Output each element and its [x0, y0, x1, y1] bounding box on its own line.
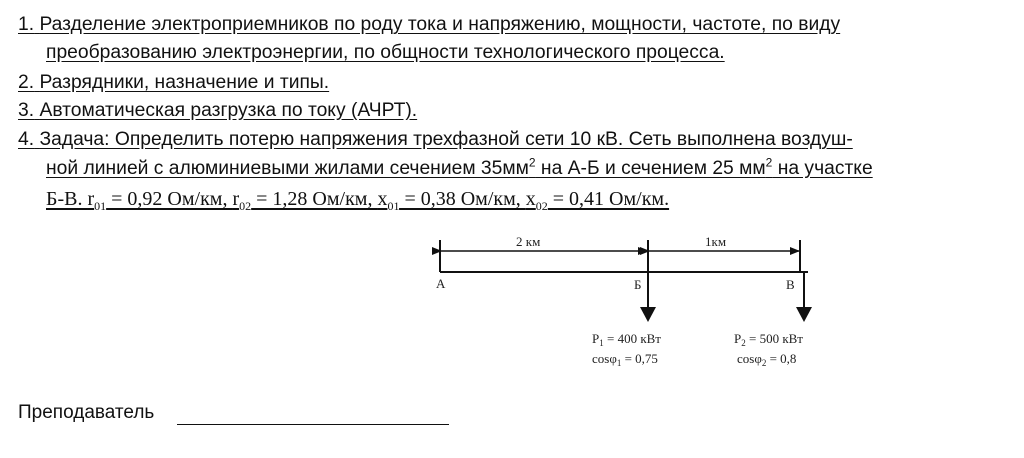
superscript: 2 [528, 155, 536, 170]
subscript: 01 [387, 199, 400, 213]
superscript: 2 [765, 155, 773, 170]
load-2-power: $P_2 = 500$ кВт [734, 331, 803, 348]
symbol: x [377, 188, 388, 210]
item-text: преобразованию электроэнергии, по общности технологического процесса. [46, 42, 725, 63]
value: = 1,28 Ом/км, [251, 188, 378, 210]
subscript: 02 [535, 199, 548, 213]
symbol: x [525, 188, 536, 210]
item-number: 4. [18, 129, 35, 150]
item-text: на А-Б и сечением 25 мм [535, 158, 766, 179]
value: = 0,38 Ом/км, [399, 188, 526, 210]
node-a-label: А [436, 276, 446, 291]
distance-bv-label: 1км [705, 234, 727, 249]
item-text: Разрядники, назначение и типы. [39, 72, 330, 93]
symbol: r [87, 188, 95, 210]
node-b-label: Б [634, 277, 642, 292]
item-text: на участке [772, 158, 873, 179]
item-number: 2. [18, 72, 35, 93]
item-text: Автоматическая разгрузка по току (АЧРТ). [39, 100, 418, 121]
load-1-power: $P_1 = 400$ кВт [592, 331, 661, 348]
item-text: Задача: Определить потерю напряжения трехфазной сети 10 кВ. Сеть выполнена воздуш- [39, 129, 853, 150]
load-2-arrow-head [796, 307, 812, 322]
item-number: 3. [18, 100, 35, 121]
item-number: 1. [18, 14, 35, 35]
item-text: ной линией с алюминиевыми жилами сечением 35мм [46, 158, 529, 179]
symbol: r [232, 188, 240, 210]
node-v-label: В [786, 277, 795, 292]
signature-line [177, 424, 449, 425]
item-text: Б-В. [46, 188, 88, 210]
teacher-label: Преподаватель [18, 402, 155, 423]
distance-ab-label: 2 км [516, 234, 541, 249]
value: = 0,41 Ом/км. [547, 188, 670, 210]
load-1-arrow-head [640, 307, 656, 322]
item-text: Разделение электроприемников по роду тока и напряжению, мощности, частоте, по виду [39, 14, 841, 35]
load-2-cos: cosφ$_2$ = 0,8 [737, 351, 797, 368]
subscript: 01 [94, 199, 107, 213]
subscript: 02 [239, 199, 252, 213]
value: = 0,92 Ом/км, [106, 188, 233, 210]
load-1-cos: cosφ$_1$ = 0,75 [592, 351, 658, 368]
